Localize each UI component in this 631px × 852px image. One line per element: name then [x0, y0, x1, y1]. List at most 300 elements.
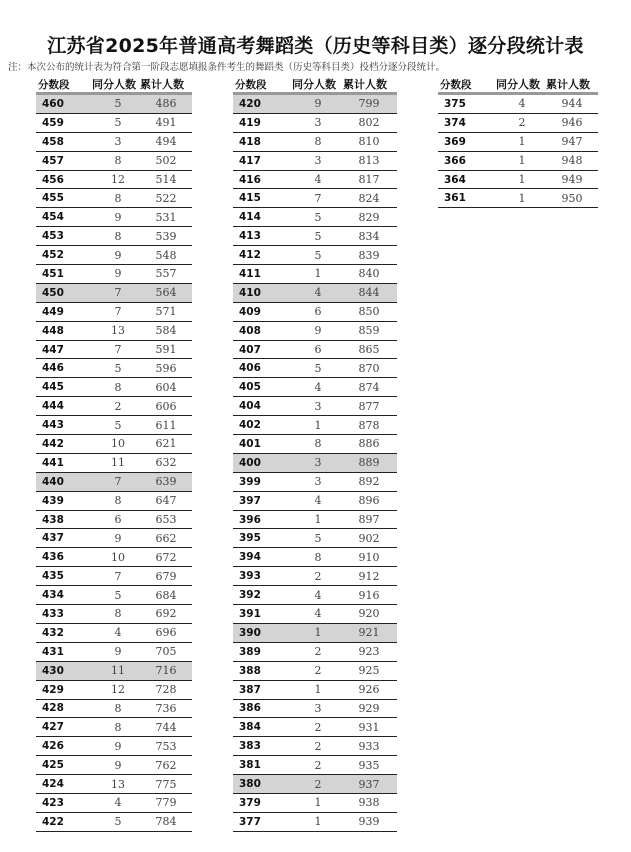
count-cell: 4	[114, 796, 122, 810]
count-cell: 13	[111, 324, 125, 338]
count-cell: 8	[114, 229, 122, 243]
score-cell: 364	[444, 173, 466, 186]
count-cell: 1	[314, 815, 322, 829]
cumulative-cell: 926	[358, 683, 380, 697]
score-cell: 442	[42, 437, 64, 450]
count-cell: 9	[114, 210, 122, 224]
score-cell: 446	[42, 362, 64, 375]
count-cell: 4	[518, 97, 526, 111]
cumulative-cell: 684	[155, 588, 177, 602]
score-cell: 450	[42, 286, 64, 299]
table-row	[36, 586, 192, 605]
score-cell: 437	[42, 532, 64, 545]
cumulative-cell: 611	[155, 418, 177, 432]
cumulative-cell: 937	[358, 777, 380, 791]
count-cell: 1	[314, 267, 322, 281]
cumulative-cell: 931	[358, 720, 380, 734]
score-cell: 424	[42, 778, 64, 790]
score-cell: 441	[42, 456, 64, 469]
table-row	[233, 813, 397, 832]
score-cell: 444	[42, 400, 64, 413]
cumulative-cell: 948	[561, 154, 583, 168]
cumulative-cell: 921	[358, 626, 380, 640]
cumulative-cell: 829	[358, 210, 380, 224]
count-cell: 3	[314, 701, 322, 715]
table-row	[233, 643, 397, 662]
cumulative-cell: 679	[155, 569, 177, 583]
cumulative-cell: 531	[155, 210, 177, 224]
score-table-3	[438, 76, 598, 208]
score-cell: 429	[42, 683, 64, 696]
count-cell: 5	[314, 361, 322, 375]
count-cell: 8	[114, 607, 122, 621]
table-row	[36, 284, 192, 303]
cumulative-cell: 728	[155, 683, 177, 697]
table-row	[233, 511, 397, 530]
count-cell: 9	[114, 267, 122, 281]
table-row	[233, 359, 397, 378]
cumulative-cell: 916	[358, 588, 380, 602]
table-row	[233, 378, 397, 397]
table-row	[233, 605, 397, 624]
table-row	[36, 737, 192, 756]
score-cell: 448	[42, 324, 64, 337]
score-cell: 452	[42, 249, 64, 262]
table-row	[36, 756, 192, 775]
count-cell: 8	[114, 701, 122, 715]
score-cell: 392	[239, 589, 261, 602]
table-row	[36, 567, 192, 586]
cumulative-cell: 923	[358, 645, 380, 659]
count-cell: 9	[114, 248, 122, 262]
table-row	[36, 529, 192, 548]
count-cell: 7	[114, 305, 122, 319]
count-cell: 7	[314, 191, 322, 205]
count-cell: 8	[114, 154, 122, 168]
score-cell: 458	[42, 135, 64, 148]
count-cell: 2	[314, 777, 322, 791]
table-row	[36, 624, 192, 643]
cumulative-cell: 775	[155, 777, 177, 791]
cumulative-cell: 705	[155, 645, 177, 659]
score-cell: 379	[239, 796, 261, 809]
count-cell: 4	[314, 588, 322, 602]
score-cell: 391	[239, 607, 261, 620]
count-cell: 1	[518, 173, 526, 186]
cumulative-cell: 947	[561, 135, 583, 149]
score-cell: 440	[42, 475, 64, 488]
table-row	[438, 171, 598, 190]
score-cell: 422	[42, 815, 64, 828]
cumulative-cell: 865	[358, 343, 380, 357]
cumulative-cell: 653	[155, 513, 177, 527]
score-cell: 401	[239, 437, 261, 450]
count-cell: 3	[314, 154, 322, 168]
table-row	[36, 265, 192, 284]
cumulative-cell: 925	[358, 664, 380, 678]
count-cell: 8	[114, 720, 122, 734]
count-cell: 2	[518, 116, 526, 130]
count-cell: 5	[314, 229, 322, 243]
cumulative-cell: 844	[358, 286, 380, 300]
table-row	[36, 171, 192, 190]
column-header: 分数段	[440, 78, 472, 91]
count-cell: 12	[111, 683, 125, 697]
cumulative-cell: 938	[358, 796, 380, 810]
count-cell: 5	[114, 361, 122, 375]
cumulative-cell: 696	[155, 626, 177, 640]
table-row	[438, 189, 598, 208]
score-cell: 431	[42, 645, 64, 658]
table-row	[36, 378, 192, 397]
count-cell: 5	[314, 248, 322, 262]
column-header: 累计人数	[343, 78, 387, 91]
table-row	[36, 492, 192, 511]
score-cell: 389	[239, 645, 261, 658]
cumulative-cell: 539	[155, 229, 177, 243]
cumulative-cell: 920	[358, 607, 380, 621]
cumulative-cell: 902	[358, 531, 380, 545]
table-row	[36, 133, 192, 152]
cumulative-cell: 692	[155, 607, 177, 621]
count-cell: 3	[314, 399, 322, 413]
count-cell: 6	[314, 343, 322, 357]
cumulative-cell: 912	[358, 569, 380, 583]
count-cell: 5	[114, 116, 122, 130]
score-cell: 377	[239, 815, 261, 828]
count-cell: 6	[314, 305, 322, 319]
count-cell: 7	[114, 286, 122, 300]
table-row	[233, 114, 397, 133]
table-row	[233, 756, 397, 775]
table-row	[36, 605, 192, 624]
table-row	[233, 265, 397, 284]
cumulative-cell: 584	[155, 324, 177, 338]
count-cell: 9	[114, 758, 122, 772]
table-row	[233, 171, 397, 190]
score-cell: 438	[42, 513, 64, 526]
column-header: 累计人数	[546, 78, 590, 91]
count-cell: 9	[314, 324, 322, 338]
cumulative-cell: 784	[155, 815, 177, 829]
score-cell: 369	[444, 135, 466, 148]
table-row	[36, 662, 192, 681]
table-row	[36, 794, 192, 813]
score-cell: 396	[239, 513, 261, 526]
cumulative-cell: 753	[155, 739, 177, 753]
column-header: 分数段	[38, 78, 70, 91]
score-cell: 433	[42, 607, 64, 620]
cumulative-cell: 632	[155, 456, 177, 470]
table-row	[233, 246, 397, 265]
score-cell: 399	[239, 475, 261, 488]
table-row	[233, 189, 397, 208]
table-note: 注：本次公布的统计表为符合第一阶段志愿填报条件考生的舞蹈类（历史等科目类）投档分逐分段统计。	[8, 62, 446, 73]
count-cell: 11	[111, 664, 125, 678]
table-row	[36, 718, 192, 737]
cumulative-cell: 779	[155, 796, 177, 810]
table-row	[36, 548, 192, 567]
cumulative-cell: 672	[155, 550, 177, 564]
count-cell: 1	[314, 796, 322, 810]
table-row	[233, 492, 397, 511]
count-cell: 10	[111, 550, 125, 564]
count-cell: 3	[114, 135, 122, 149]
score-cell: 410	[239, 286, 261, 299]
count-cell: 3	[314, 475, 322, 489]
table-row	[233, 548, 397, 567]
score-cell: 449	[42, 305, 64, 318]
count-cell: 11	[111, 456, 125, 470]
count-cell: 3	[314, 116, 322, 130]
table-row	[233, 397, 397, 416]
count-cell: 7	[114, 569, 122, 583]
table-row	[36, 359, 192, 378]
count-cell: 4	[314, 494, 322, 508]
count-cell: 2	[314, 645, 322, 659]
count-cell: 9	[314, 97, 322, 111]
count-cell: 1	[314, 683, 322, 697]
cumulative-cell: 736	[155, 701, 177, 715]
score-cell: 460	[42, 97, 64, 110]
score-cell: 457	[42, 154, 64, 167]
column-header: 同分人数	[496, 78, 540, 91]
score-cell: 388	[239, 664, 261, 677]
score-cell: 453	[42, 230, 64, 243]
count-cell: 4	[314, 173, 322, 186]
table-row	[36, 511, 192, 530]
count-cell: 8	[314, 550, 322, 564]
count-cell: 8	[314, 437, 322, 451]
table-row	[233, 435, 397, 454]
score-cell: 409	[239, 305, 261, 318]
score-cell: 395	[239, 532, 261, 545]
count-cell: 1	[518, 135, 526, 149]
cumulative-cell: 839	[358, 248, 380, 262]
score-cell: 411	[239, 267, 261, 280]
cumulative-cell: 910	[358, 550, 380, 564]
score-cell: 454	[42, 211, 64, 224]
cumulative-cell: 933	[358, 739, 380, 753]
cumulative-cell: 596	[155, 361, 177, 375]
table-row	[233, 794, 397, 813]
count-cell: 1	[518, 191, 526, 205]
score-cell: 413	[239, 230, 261, 243]
cumulative-cell: 929	[358, 701, 380, 715]
cumulative-cell: 944	[561, 97, 583, 111]
cumulative-cell: 514	[155, 173, 177, 186]
table-row	[438, 152, 598, 171]
score-cell: 383	[239, 740, 261, 753]
count-cell: 4	[314, 607, 322, 621]
count-cell: 3	[314, 456, 322, 470]
score-cell: 414	[239, 211, 261, 224]
score-cell: 384	[239, 721, 261, 734]
cumulative-cell: 886	[358, 437, 380, 451]
table-row	[233, 718, 397, 737]
count-cell: 5	[314, 531, 322, 545]
score-cell: 381	[239, 759, 261, 772]
table-row	[233, 341, 397, 360]
score-cell: 430	[42, 664, 64, 677]
cumulative-cell: 870	[358, 361, 380, 375]
cumulative-cell: 824	[358, 191, 380, 205]
score-cell: 366	[444, 154, 466, 167]
column-header: 分数段	[235, 78, 267, 91]
count-cell: 2	[314, 569, 322, 583]
table-row	[233, 624, 397, 643]
table-row	[36, 189, 192, 208]
table-row	[233, 567, 397, 586]
table-row	[233, 662, 397, 681]
score-cell: 397	[239, 494, 261, 507]
table-row	[36, 397, 192, 416]
cumulative-cell: 834	[358, 229, 380, 243]
cumulative-cell: 877	[358, 399, 380, 413]
count-cell: 5	[114, 97, 122, 111]
cumulative-cell: 491	[155, 116, 177, 130]
score-cell: 406	[239, 362, 261, 375]
table-header	[233, 76, 397, 95]
count-cell: 9	[114, 739, 122, 753]
cumulative-cell: 817	[358, 173, 380, 186]
table-row	[233, 775, 397, 794]
table-row	[36, 114, 192, 133]
count-cell: 12	[111, 173, 125, 186]
cumulative-cell: 802	[358, 116, 380, 130]
cumulative-cell: 799	[358, 97, 380, 111]
table-header	[36, 76, 192, 95]
column-header: 同分人数	[92, 78, 136, 91]
score-cell: 426	[42, 740, 64, 753]
cumulative-cell: 716	[155, 664, 177, 678]
table-header	[438, 76, 598, 95]
cumulative-cell: 950	[561, 191, 583, 205]
count-cell: 1	[314, 513, 322, 527]
cumulative-cell: 939	[358, 815, 380, 829]
score-cell: 390	[239, 626, 261, 639]
score-cell: 447	[42, 343, 64, 356]
count-cell: 2	[314, 664, 322, 678]
count-cell: 1	[314, 626, 322, 640]
cumulative-cell: 744	[155, 720, 177, 734]
table-row	[36, 454, 192, 473]
score-cell: 451	[42, 267, 64, 280]
cumulative-cell: 486	[155, 97, 177, 111]
score-cell: 380	[239, 778, 261, 790]
score-cell: 427	[42, 721, 64, 734]
score-cell: 361	[444, 192, 466, 205]
score-cell: 416	[239, 173, 261, 186]
column-header: 同分人数	[292, 78, 336, 91]
score-cell: 404	[239, 400, 261, 413]
score-cell: 428	[42, 702, 64, 715]
table-row	[233, 454, 397, 473]
score-cell: 393	[239, 570, 261, 583]
count-cell: 8	[114, 191, 122, 205]
cumulative-cell: 840	[358, 267, 380, 281]
table-row	[233, 681, 397, 700]
score-cell: 456	[42, 173, 64, 186]
score-cell: 436	[42, 551, 64, 564]
score-cell: 412	[239, 249, 261, 262]
table-row	[438, 133, 598, 152]
count-cell: 4	[314, 380, 322, 394]
score-cell: 400	[239, 456, 261, 469]
table-row	[36, 341, 192, 360]
cumulative-cell: 606	[155, 399, 177, 413]
score-cell: 375	[444, 97, 466, 110]
count-cell: 2	[314, 739, 322, 753]
cumulative-cell: 878	[358, 418, 380, 432]
count-cell: 2	[114, 399, 122, 413]
score-table-2	[233, 76, 397, 832]
page-title: 江苏省2025年普通高考舞蹈类（历史等科目类）逐分段统计表	[47, 35, 584, 57]
cumulative-cell: 571	[155, 305, 177, 319]
count-cell: 9	[114, 645, 122, 659]
score-cell: 415	[239, 192, 261, 205]
table-row	[233, 473, 397, 492]
cumulative-cell: 762	[155, 758, 177, 772]
score-cell: 405	[239, 381, 261, 394]
score-cell: 417	[239, 154, 261, 167]
cumulative-cell: 859	[358, 324, 380, 338]
table-row	[36, 416, 192, 435]
count-cell: 8	[314, 135, 322, 149]
score-cell: 434	[42, 589, 64, 602]
score-cell: 387	[239, 683, 261, 696]
count-cell: 2	[314, 720, 322, 734]
table-row	[233, 208, 397, 227]
table-row	[36, 643, 192, 662]
table-row	[36, 775, 192, 794]
score-cell: 425	[42, 759, 64, 772]
score-cell: 435	[42, 570, 64, 583]
cumulative-cell: 604	[155, 380, 177, 394]
score-cell: 445	[42, 381, 64, 394]
table-row	[36, 700, 192, 719]
cumulative-cell: 810	[358, 135, 380, 149]
score-cell: 420	[239, 97, 261, 110]
table-row	[36, 227, 192, 246]
cumulative-cell: 647	[155, 494, 177, 508]
table-row	[36, 95, 192, 114]
table-row	[438, 95, 598, 114]
score-cell: 394	[239, 551, 261, 564]
table-row	[233, 152, 397, 171]
table-row	[36, 473, 192, 492]
count-cell: 7	[114, 475, 122, 489]
column-header: 累计人数	[140, 78, 184, 91]
cumulative-cell: 813	[358, 154, 380, 168]
count-cell: 4	[114, 626, 122, 640]
cumulative-cell: 662	[155, 531, 177, 545]
score-cell: 432	[42, 626, 64, 639]
table-row	[36, 303, 192, 322]
cumulative-cell: 897	[358, 513, 380, 527]
cumulative-cell: 522	[155, 191, 177, 205]
cumulative-cell: 564	[155, 286, 177, 300]
score-cell: 408	[239, 324, 261, 337]
table-row	[233, 227, 397, 246]
cumulative-cell: 502	[155, 154, 177, 168]
cumulative-cell: 639	[155, 475, 177, 489]
table-row	[438, 114, 598, 133]
table-row	[233, 700, 397, 719]
cumulative-cell: 892	[358, 475, 380, 489]
score-cell: 423	[42, 796, 64, 809]
count-cell: 5	[314, 210, 322, 224]
